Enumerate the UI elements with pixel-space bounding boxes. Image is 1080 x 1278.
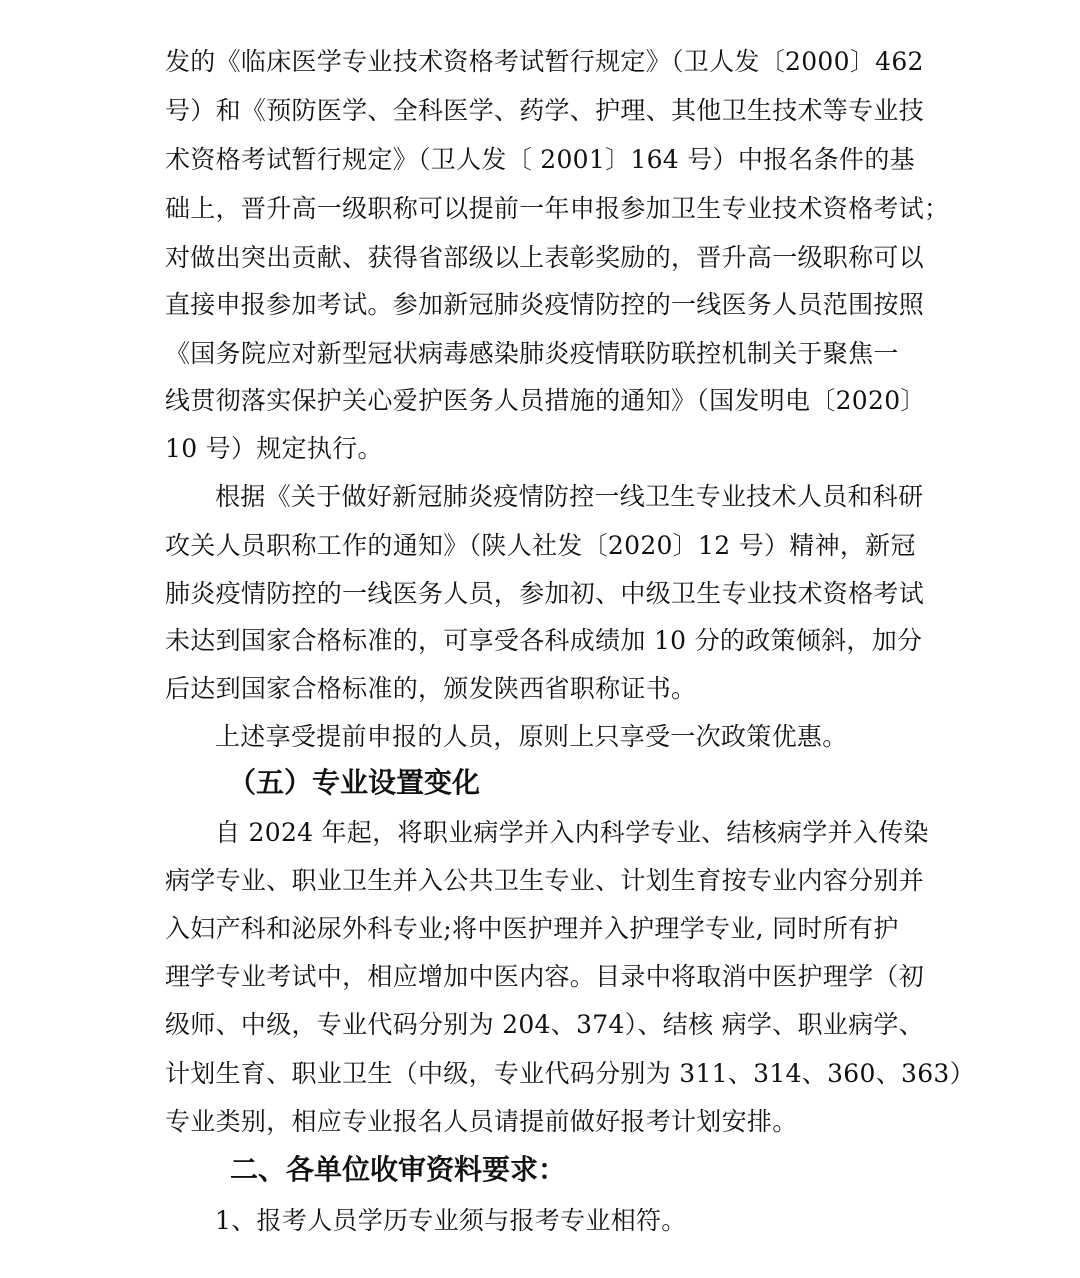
paragraph-line: 上述享受提前申报的人员，原则上只享受一次政策优惠。 — [215, 722, 848, 751]
paragraph-line: 级师、中级，专业代码分别为 204、374）、结核 病学、职业病学、 — [165, 1010, 925, 1039]
paragraph-line: 1、报考人员学历专业须与报考专业相符。 — [215, 1206, 687, 1235]
paragraph-line: 入妇产科和泌尿外科专业;将中医护理并入护理学专业, 同时所有护 — [165, 914, 899, 943]
paragraph-line: 发的《临床医学专业技术资格考试暂行规定》（卫人发〔2000〕462 — [165, 47, 924, 76]
paragraph-line: 线贯彻落实保护关心爱护医务人员措施的通知》（国发明电〔2020〕 — [165, 386, 926, 415]
paragraph-line: 专业类别，相应专业报名人员请提前做好报考计划安排。 — [165, 1107, 798, 1136]
paragraph-line: 础上，晋升高一级职称可以提前一年申报参加卫生专业技术资格考试； — [165, 194, 950, 223]
paragraph-line: 号）和《预防医学、全科医学、药学、护理、其他卫生技术等专业技 — [165, 96, 925, 125]
paragraph-line: 攻关人员职称工作的通知》（陕人社发〔2020〕12 号）精神，新冠 — [165, 531, 916, 560]
paragraph-line: 后达到国家合格标准的，颁发陕西省职称证书。 — [165, 674, 697, 703]
paragraph-line: 理学专业考试中，相应增加中医内容。目录中将取消中医护理学（初 — [165, 962, 925, 991]
section-heading: 二、各单位收审资料要求： — [230, 1153, 567, 1186]
paragraph-line: 未达到国家合格标准的，可享受各科成绩加 10 分的政策倾斜，加分 — [165, 626, 923, 655]
paragraph-line: 《国务院应对新型冠状病毒感染肺炎疫情联防联控机制关于聚焦一 — [165, 339, 899, 368]
paragraph-line: 计划生育、职业卫生（中级，专业代码分别为 311、314、360、363） — [165, 1059, 975, 1088]
paragraph-line: 自 2024 年起，将职业病学并入内科学专业、结核病学并入传染 — [215, 818, 929, 847]
paragraph-line: 根据《关于做好新冠肺炎疫情防控一线卫生专业技术人员和科研 — [215, 482, 924, 511]
paragraph-line: 病学专业、职业卫生并入公共卫生专业、计划生育按专业内容分别并 — [165, 866, 925, 895]
paragraph-line: 术资格考试暂行规定》（卫人发〔 2001〕164 号）中报名条件的基 — [165, 145, 915, 174]
paragraph-line: 对做出突出贡献、获得省部级以上表彰奖励的，晋升高一级职称可以 — [165, 243, 925, 272]
paragraph-line: 10 号）规定执行。 — [165, 434, 383, 463]
paragraph-line: 直接申报参加考试。参加新冠肺炎疫情防控的一线医务人员范围按照 — [165, 290, 925, 319]
section-heading: （五）专业设置变化 — [228, 766, 481, 799]
paragraph-line: 肺炎疫情防控的一线医务人员，参加初、中级卫生专业技术资格考试 — [165, 579, 925, 608]
